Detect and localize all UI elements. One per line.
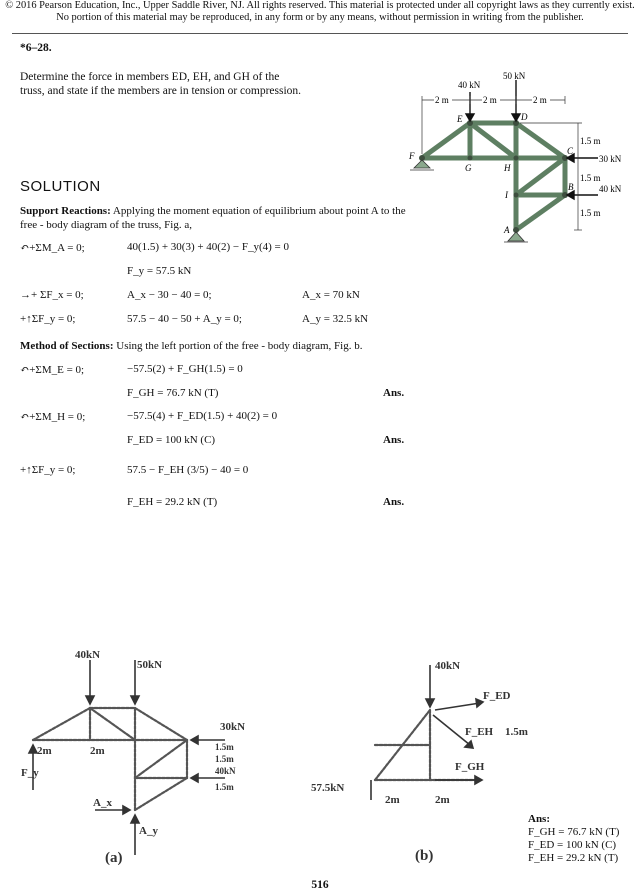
- sketch-a-label-30kn: 30kN: [220, 721, 246, 733]
- sketch-a-label-ax: A_x: [93, 797, 112, 809]
- node-F: F: [409, 151, 415, 161]
- member-IC: [516, 158, 565, 195]
- sketch-a-label-40kn: 40kN: [75, 649, 101, 661]
- sketch-a-label-fy: F_y: [21, 767, 39, 779]
- load-40-label: 40 kN: [458, 80, 481, 90]
- sketch-a-free-body-diagram: [15, 640, 285, 875]
- node-E: E: [457, 114, 463, 124]
- sketch-b-label-fed: F_ED: [483, 690, 511, 702]
- node-I: I: [505, 190, 508, 200]
- eq5-lhs: ↶+ΣM_E = 0;: [20, 364, 85, 376]
- sketch-b-label-feh: F_EH: [465, 726, 494, 738]
- problem-number: *6–28.: [20, 42, 52, 54]
- page-number: 516: [311, 879, 329, 891]
- method-of-sections-paragraph: [20, 339, 415, 353]
- dim-1.5m-3: 1.5 m: [580, 208, 601, 218]
- sketch-b-label-40kn: 40kN: [435, 660, 461, 672]
- eq9-lhs: +↑ΣF_y = 0;: [20, 464, 76, 476]
- dim-1.5m-2: 1.5 m: [580, 173, 601, 183]
- node-D: D: [521, 112, 528, 122]
- sketch-b-label-2m-2: 2m: [435, 794, 450, 806]
- sketch-b-label-1.5m: 1.5m: [505, 726, 528, 738]
- ans-marker-3: Ans.: [383, 496, 405, 508]
- sketch-a-label-2m-2: 2m: [90, 745, 105, 757]
- sketch-a-label-2m-1: 2m: [37, 745, 52, 757]
- support-reactions-paragraph: [20, 204, 415, 232]
- answer-item-feh: F_EH = 29.2 kN (T): [528, 852, 619, 864]
- copyright-notice: © 2016 Pearson Education, Inc., Upper Saddle River, NJ. All rights reserved. This material is protected under all copyright laws as they currently exist. No portion of this material may be reproduced, in any form or by any means, without permission in writing from the publisher.: [5, 0, 635, 23]
- sketch-b-label-57.5kn: 57.5kN: [311, 782, 345, 794]
- sketch-b-caption: (b): [415, 848, 434, 864]
- sketch-a-label-1.5m-2: 1.5m: [215, 754, 234, 764]
- eq4-rhs: 57.5 − 40 − 50 + A_y = 0;: [127, 313, 242, 325]
- header-divider: [12, 33, 628, 34]
- load-40b-label: 40 kN: [599, 184, 622, 194]
- member-AB: [516, 195, 565, 230]
- node-B: B: [568, 182, 574, 192]
- member-DC: [516, 123, 565, 158]
- node-G: G: [465, 163, 472, 173]
- truss-figure: [400, 70, 635, 245]
- eq6-rhs: F_GH = 76.7 kN (T): [127, 387, 219, 399]
- eq7-lhs: ↶+ΣM_H = 0;: [20, 411, 86, 423]
- ans-marker-2: Ans.: [383, 434, 405, 446]
- sketch-b-label-2m-1: 2m: [385, 794, 400, 806]
- eq3-lhs: →+ ΣF_x = 0;: [20, 289, 84, 301]
- dim-2m-1: 2 m: [435, 95, 449, 105]
- sketch-b-free-body-diagram: [305, 655, 550, 875]
- dim-2m-3: 2 m: [533, 95, 547, 105]
- load-50-label: 50 kN: [503, 71, 526, 81]
- node-C: C: [567, 146, 574, 156]
- eq3-rhs: A_x − 30 − 40 = 0;: [127, 289, 212, 301]
- method-of-sections-title: Method of Sections:: [20, 340, 114, 352]
- sketch-a-label-1.5m-1: 1.5m: [215, 742, 234, 752]
- sketch-a-caption: (a): [105, 850, 123, 866]
- eq10-rhs: F_EH = 29.2 kN (T): [127, 496, 218, 508]
- answer-summary: [528, 813, 619, 865]
- sketch-a-label-40kn-b: 40kN: [215, 766, 236, 776]
- eq4-lhs: +↑ΣF_y = 0;: [20, 313, 76, 325]
- problem-statement: Determine the force in members ED, EH, and GH of the truss, and state if the members are in tension or compression.: [20, 71, 302, 97]
- sketch-a-label-1.5m-3: 1.5m: [215, 782, 234, 792]
- eq9-rhs: 57.5 − F_EH (3/5) − 40 = 0: [127, 464, 249, 476]
- support-reactions-title: Support Reactions:: [20, 205, 111, 217]
- eq1-lhs: ↶+ΣM_A = 0;: [20, 242, 85, 254]
- node-H: H: [504, 163, 511, 173]
- eq3-result: A_x = 70 kN: [302, 289, 360, 301]
- answer-item-fed: F_ED = 100 kN (C): [528, 839, 617, 851]
- eq8-rhs: F_ED = 100 kN (C): [127, 434, 216, 446]
- eq1-rhs: 40(1.5) + 30(3) + 40(2) − F_y(4) = 0: [127, 241, 289, 253]
- sketch-a-label-ay: A_y: [139, 825, 158, 837]
- dim-2m-2: 2 m: [483, 95, 497, 105]
- eq5-rhs: −57.5(2) + F_GH(1.5) = 0: [127, 363, 243, 375]
- eq7-rhs: −57.5(4) + F_ED(1.5) + 40(2) = 0: [127, 410, 278, 422]
- eq4-result: A_y = 32.5 kN: [302, 313, 369, 325]
- answer-item-fgh: F_GH = 76.7 kN (T): [528, 826, 620, 838]
- support-reactions-text: Applying the moment equation of equilibrium about point A to the free - body diagram of the truss, Fig. a,: [20, 205, 406, 231]
- dim-1.5m-1: 1.5 m: [580, 136, 601, 146]
- member-FE: [422, 123, 470, 158]
- ans-marker-1: Ans.: [383, 387, 405, 399]
- solution-heading: SOLUTION: [20, 178, 101, 195]
- answer-summary-title: Ans:: [528, 813, 551, 825]
- sketch-a-label-50kn: 50kN: [137, 659, 163, 671]
- node-A: A: [504, 225, 510, 235]
- eq2-rhs: F_y = 57.5 kN: [127, 265, 192, 277]
- roller-support-F: [410, 160, 434, 170]
- load-30-label: 30 kN: [599, 154, 622, 164]
- member-EH: [470, 123, 516, 158]
- method-of-sections-text: Using the left portion of the free - body diagram, Fig. b.: [113, 340, 363, 352]
- sketch-b-label-fgh: F_GH: [455, 761, 485, 773]
